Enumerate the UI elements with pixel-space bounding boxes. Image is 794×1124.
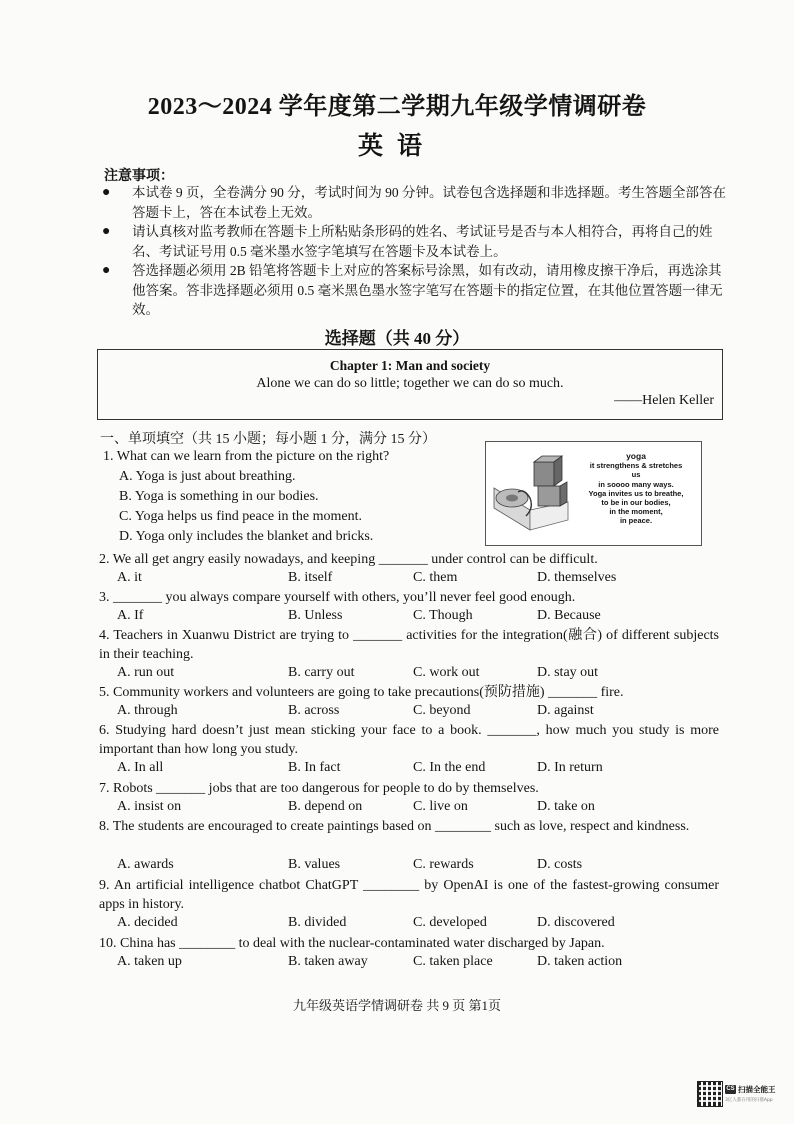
question-4-option-c[interactable]: C. work out	[413, 665, 480, 680]
question-8-option-d[interactable]: D. costs	[537, 857, 583, 872]
figure-line: it strengthens & stretches	[589, 461, 683, 471]
question-7-option-c[interactable]: C. live on	[413, 799, 468, 814]
figure-line: yoga	[626, 451, 646, 461]
notice-item	[102, 261, 732, 320]
question-3-option-c[interactable]: C. Though	[413, 608, 473, 623]
question-4-stem: 4. Teachers in Xuanwu District are trying to _______ activities for the integration(融合) of different subjects in their teaching.	[99, 628, 719, 662]
question-3-stem: 3. _______ you always compare yourself with others, you’ll never feel good enough.	[99, 590, 576, 605]
question-10-stem: 10. China has ________ to deal with the nuclear-contaminated water discharged by Japan.	[99, 936, 605, 951]
question-7-option-d[interactable]: D. take on	[537, 799, 595, 814]
bullet-icon: ●	[102, 263, 111, 278]
question-2-option-d[interactable]: D. themselves	[537, 570, 617, 585]
notice-text: 答选择题必须用 2B 铅笔将答题卡上对应的答案标号涂黑，如有改动，请用橡皮擦干净后，再选涂其他答案。答非选择题必须用 0.5 毫米黑色墨水签字笔写在答题卡的指定位置，在其他位置答题一律无效。	[132, 263, 723, 317]
figure-line: to be in our bodies,	[601, 498, 671, 508]
question-10-option-d[interactable]: D. taken action	[537, 954, 623, 969]
question-5-option-b[interactable]: B. across	[288, 703, 340, 718]
yoga-mat-bricks-image	[490, 448, 572, 540]
question-2-option-c[interactable]: C. them	[413, 570, 458, 585]
notice-text: 本试卷 9 页，全卷满分 90 分，考试时间为 90 分钟。试卷包含选择题和非选择题。考生答题全部答在答题卡上，答在本试卷上无效。	[132, 185, 726, 220]
part-title: 一、单项填空（共 15 小题；每小题 1 分，满分 15 分）	[100, 432, 436, 447]
question-5-option-c[interactable]: C. beyond	[413, 703, 471, 718]
question-5-option-d[interactable]: D. against	[537, 703, 594, 718]
chapter-quote: Alone we can do so little; together we can do so much.	[256, 376, 564, 391]
figure-line: Yoga invites us to breathe,	[588, 488, 684, 498]
chapter-box	[97, 349, 723, 420]
question-4-option-d[interactable]: D. stay out	[537, 665, 599, 680]
question-4-option-a[interactable]: A. run out	[117, 665, 175, 680]
notice-item	[102, 183, 732, 222]
question-10-option-c[interactable]: C. taken place	[413, 954, 493, 969]
scanner-name: 扫描全能王	[738, 1085, 776, 1094]
question-7-option-b[interactable]: B. depend on	[288, 799, 363, 814]
bullet-icon: ●	[102, 185, 111, 200]
question-9-option-b[interactable]: B. divided	[288, 915, 347, 930]
exam-title: 2023～2024 学年度第二学期九年级学情调研卷	[147, 94, 647, 120]
question-6-option-b[interactable]: B. In fact	[288, 760, 341, 775]
quote-author: ——Helen Keller	[614, 393, 714, 408]
question-5-option-a[interactable]: A. through	[117, 703, 178, 718]
section-title: 选择题（共 40 分）	[324, 329, 470, 348]
chapter-title: Chapter 1: Man and society	[329, 358, 491, 373]
yoga-figure-text	[572, 452, 700, 526]
question-3-option-a[interactable]: A. If	[117, 608, 144, 623]
question-2-option-b[interactable]: B. itself	[288, 570, 333, 585]
bullet-icon: ●	[102, 224, 111, 239]
exam-subject: 英语	[357, 133, 436, 160]
figure-line: in soooo many ways.	[598, 479, 674, 489]
qr-code-icon	[697, 1081, 723, 1107]
question-1-option-a[interactable]: A. Yoga is just about breathing.	[119, 469, 296, 484]
scanner-slogan: 3亿人都在用的扫描App	[725, 1098, 773, 1103]
question-9-option-d[interactable]: D. discovered	[537, 915, 615, 930]
question-5-stem: 5. Community workers and volunteers are going to take precautions(预防措施) _______ fire.	[99, 685, 624, 700]
question-6-stem: 6. Studying hard doesn’t just mean sticking your face to a book. _______, how much you study is more important than how long you study.	[99, 723, 719, 757]
question-1-option-c[interactable]: C. Yoga helps us find peace in the moment.	[119, 509, 363, 524]
notice-item	[102, 222, 732, 261]
question-10-option-a[interactable]: A. taken up	[117, 954, 182, 969]
question-3-option-d[interactable]: D. Because	[537, 608, 601, 623]
question-8-option-a[interactable]: A. awards	[117, 857, 174, 872]
figure-line: us	[631, 470, 641, 480]
question-9-stem: 9. An artificial intelligence chatbot ChatGPT ________ by OpenAI is one of the fastest-growing consumer apps in history.	[99, 878, 719, 912]
question-3-option-b[interactable]: B. Unless	[288, 608, 343, 623]
figure-line: in peace.	[619, 516, 653, 526]
page-footer: 九年级英语学情调研卷 共 9 页 第1页	[292, 998, 501, 1013]
question-10-option-b[interactable]: B. taken away	[288, 954, 368, 969]
question-2-option-a[interactable]: A. it	[117, 570, 142, 585]
question-7-option-a[interactable]: A. insist on	[117, 799, 182, 814]
question-2-stem: 2. We all get angry easily nowadays, and keeping _______ under control can be difficult.	[99, 552, 598, 567]
question-6-option-c[interactable]: C. In the end	[413, 760, 486, 775]
figure-line: in the moment,	[609, 507, 663, 517]
scanner-logo: CS	[726, 1086, 735, 1092]
question-6-option-a[interactable]: A. In all	[117, 760, 164, 775]
question-4-option-b[interactable]: B. carry out	[288, 665, 355, 680]
question-7-stem: 7. Robots _______ jobs that are too dangerous for people to do by themselves.	[99, 781, 539, 796]
question-6-option-d[interactable]: D. In return	[537, 760, 603, 775]
question-8-stem: 8. The students are encouraged to create paintings based on ________ such as love, respect and kindness.	[99, 819, 690, 834]
question-9-option-a[interactable]: A. decided	[117, 915, 178, 930]
notice-text: 请认真核对监考教师在答题卡上所粘贴条形码的姓名、考试证号是否与本人相符合，再将自己的姓名、考试证号用 0.5 毫米墨水签字笔填写在答题卡及本试卷上。	[132, 224, 713, 259]
notice-list	[102, 183, 732, 320]
notice-title: 注意事项：	[104, 169, 174, 184]
question-1-stem: 1. What can we learn from the picture on the right?	[103, 449, 390, 464]
yoga-figure	[485, 441, 702, 546]
question-8-option-b[interactable]: B. values	[288, 857, 341, 872]
question-1-option-b[interactable]: B. Yoga is something in our bodies.	[119, 489, 319, 504]
question-8-option-c[interactable]: C. rewards	[413, 857, 474, 872]
question-1-option-d[interactable]: D. Yoga only includes the blanket and bricks.	[119, 529, 374, 544]
question-9-option-c[interactable]: C. developed	[413, 915, 487, 930]
scanner-badge	[697, 1081, 779, 1109]
